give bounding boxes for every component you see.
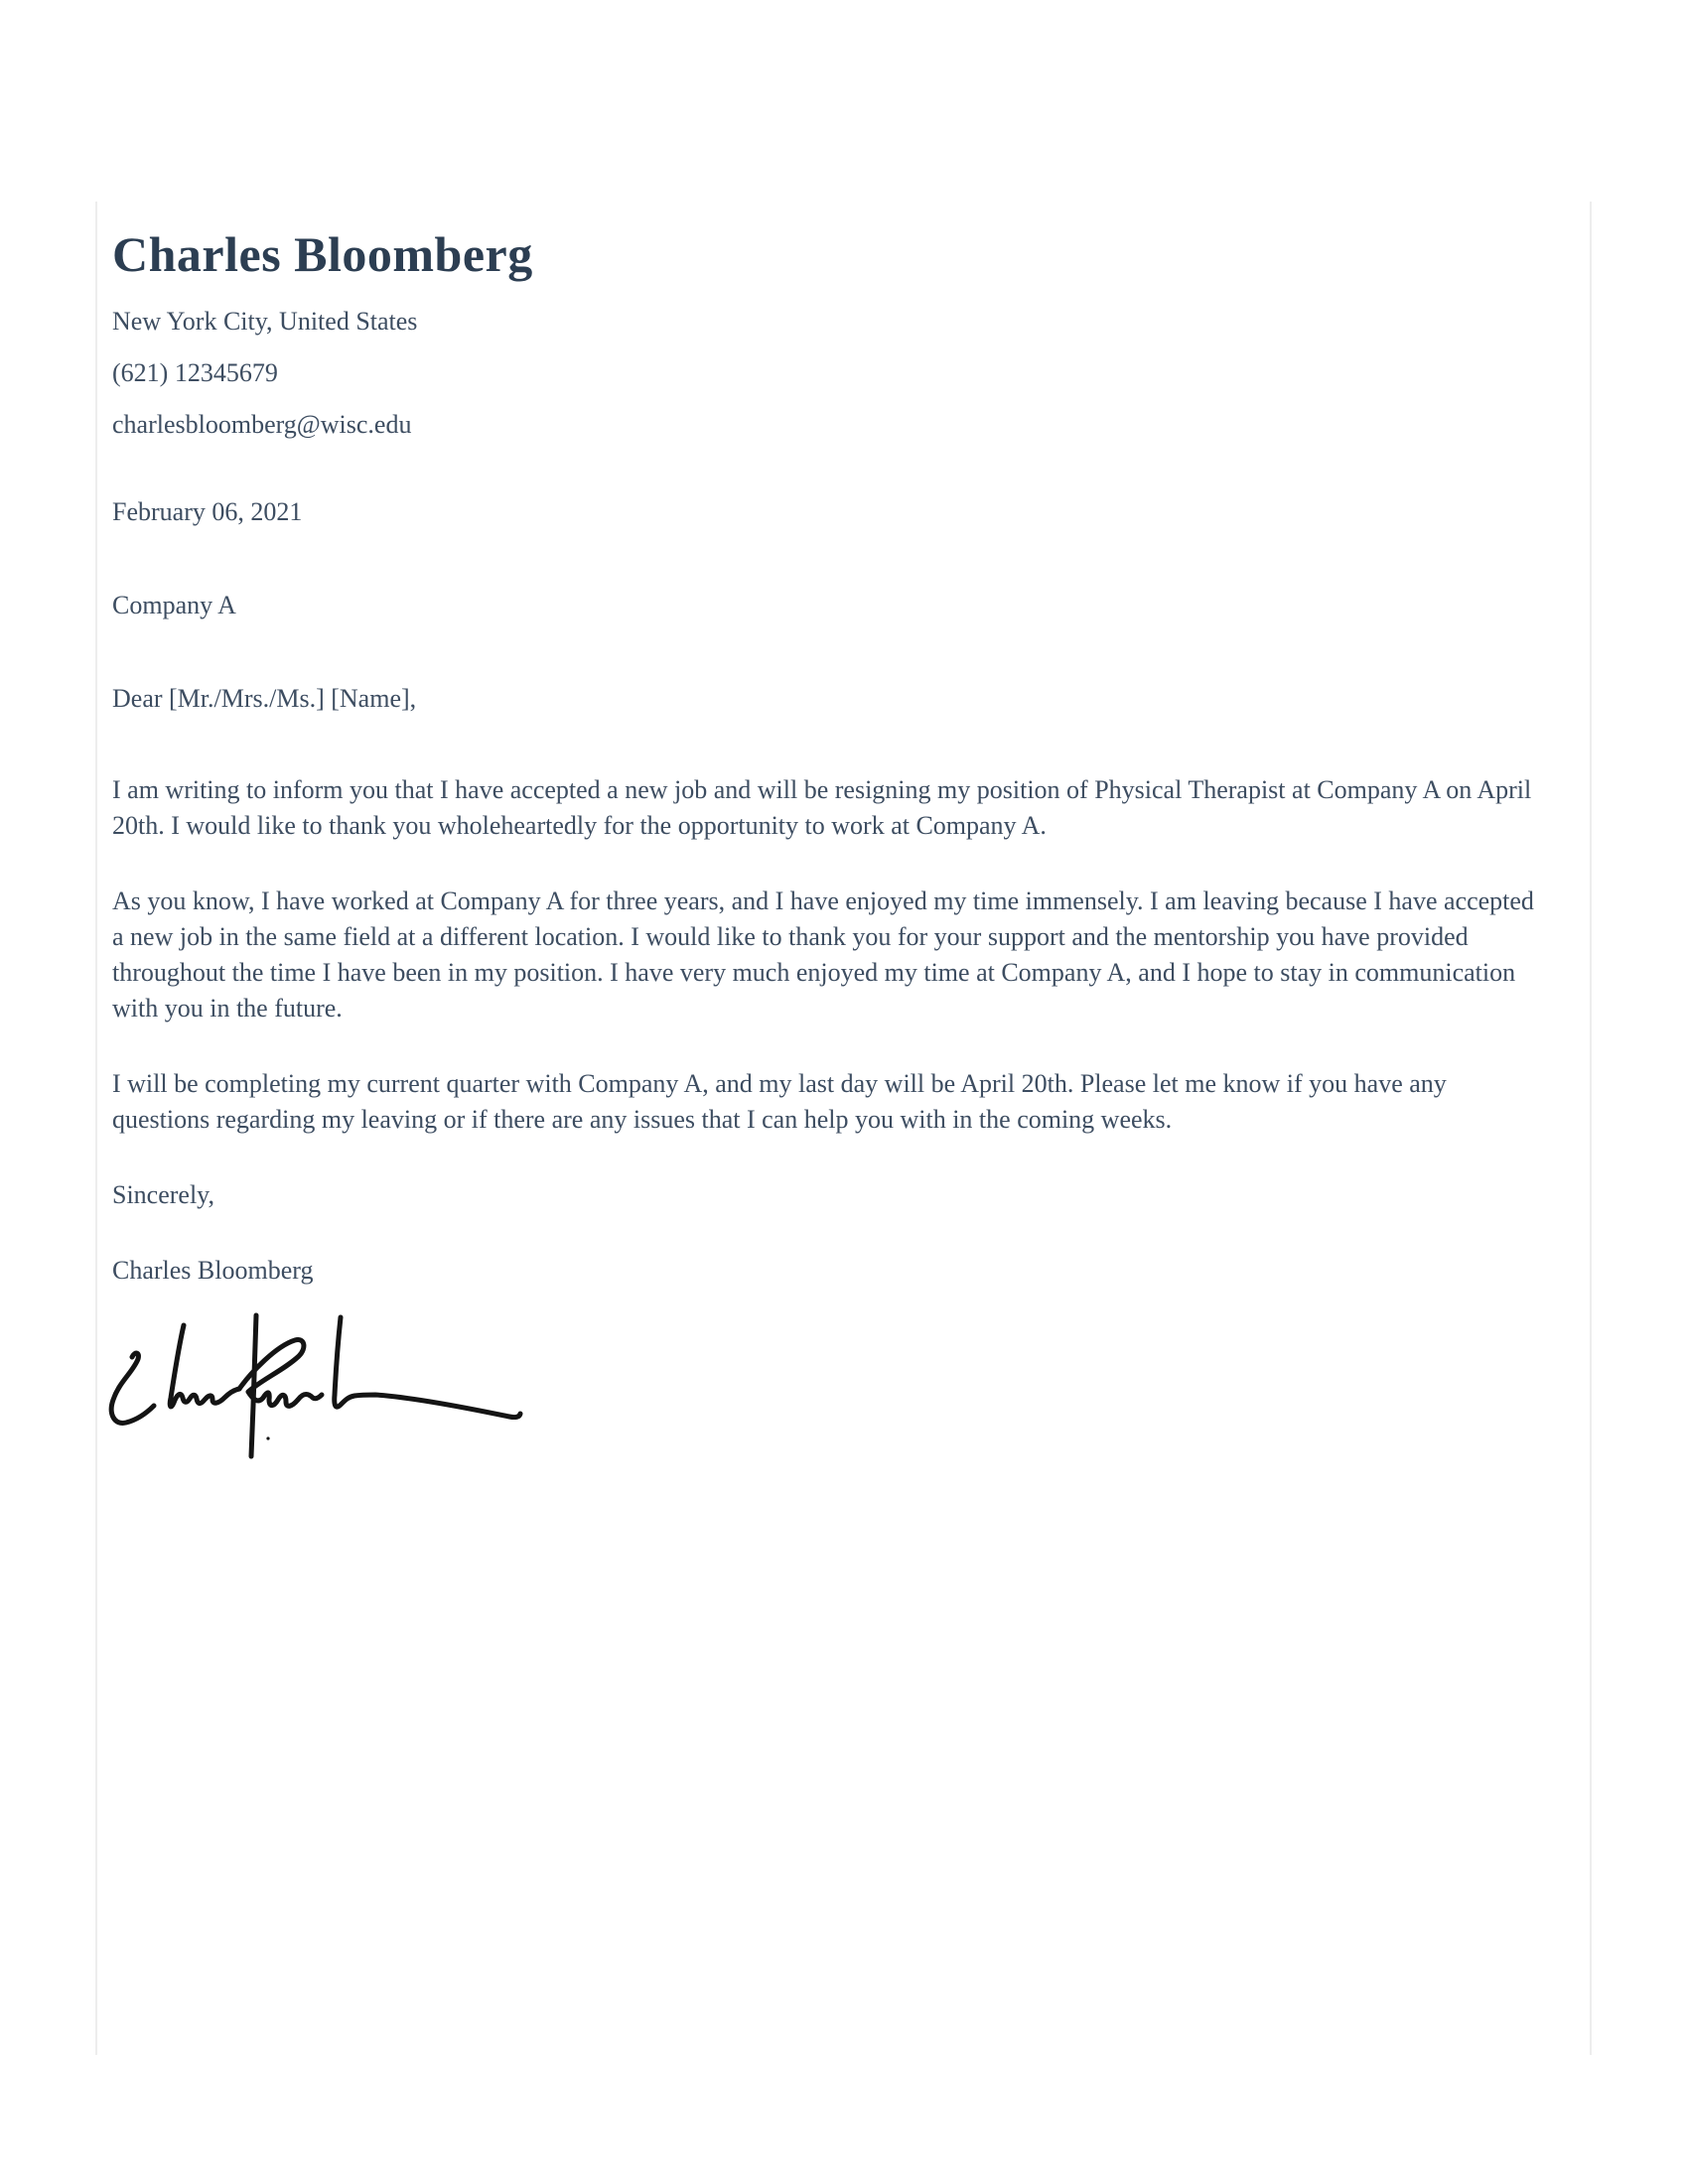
body-paragraph-2: As you know, I have worked at Company A for three years, and I have enjoyed my time immensely. I am leaving because I have accepted a new job in the same field at a different location. I would like to thank you for your support and the mentorship you have provided throughout the time I have been in my position. I have very much enjoyed my time at Company A, and I hope to stay in communication with you in the future. bbox=[112, 887, 1534, 1023]
sender-location: New York City, United States bbox=[112, 307, 418, 336]
sender-phone: (621) 12345679 bbox=[112, 358, 278, 387]
closing-valediction: Sincerely, bbox=[112, 1180, 214, 1209]
handwritten-signature bbox=[107, 1310, 524, 1459]
sender-name-heading: Charles Bloomberg bbox=[112, 226, 533, 282]
body-paragraph-3: I will be completing my current quarter with Company A, and my last day will be April 20th. Please let me know if you have any questions regarding my leaving or if there are any issues that I can help you with in the coming weeks. bbox=[112, 1069, 1447, 1134]
salutation: Dear [Mr./Mrs./Ms.] [Name], bbox=[112, 684, 417, 713]
page-left-edge-line bbox=[95, 202, 97, 2055]
sender-contact-block bbox=[112, 304, 1548, 443]
body-paragraph-1: I am writing to inform you that I have accepted a new job and will be resigning my position of Physical Therapist at Company A on April 20th. I would like to thank you wholeheartedly for the opportunity to work at Company A. bbox=[112, 775, 1532, 840]
letter-date: February 06, 2021 bbox=[112, 497, 303, 526]
letter-document bbox=[112, 226, 1548, 1459]
page-right-edge-line bbox=[1590, 202, 1592, 2055]
sender-email: charlesbloomberg@wisc.edu bbox=[112, 410, 412, 439]
signature-typed-name: Charles Bloomberg bbox=[112, 1256, 314, 1285]
recipient-name: Company A bbox=[112, 591, 236, 619]
